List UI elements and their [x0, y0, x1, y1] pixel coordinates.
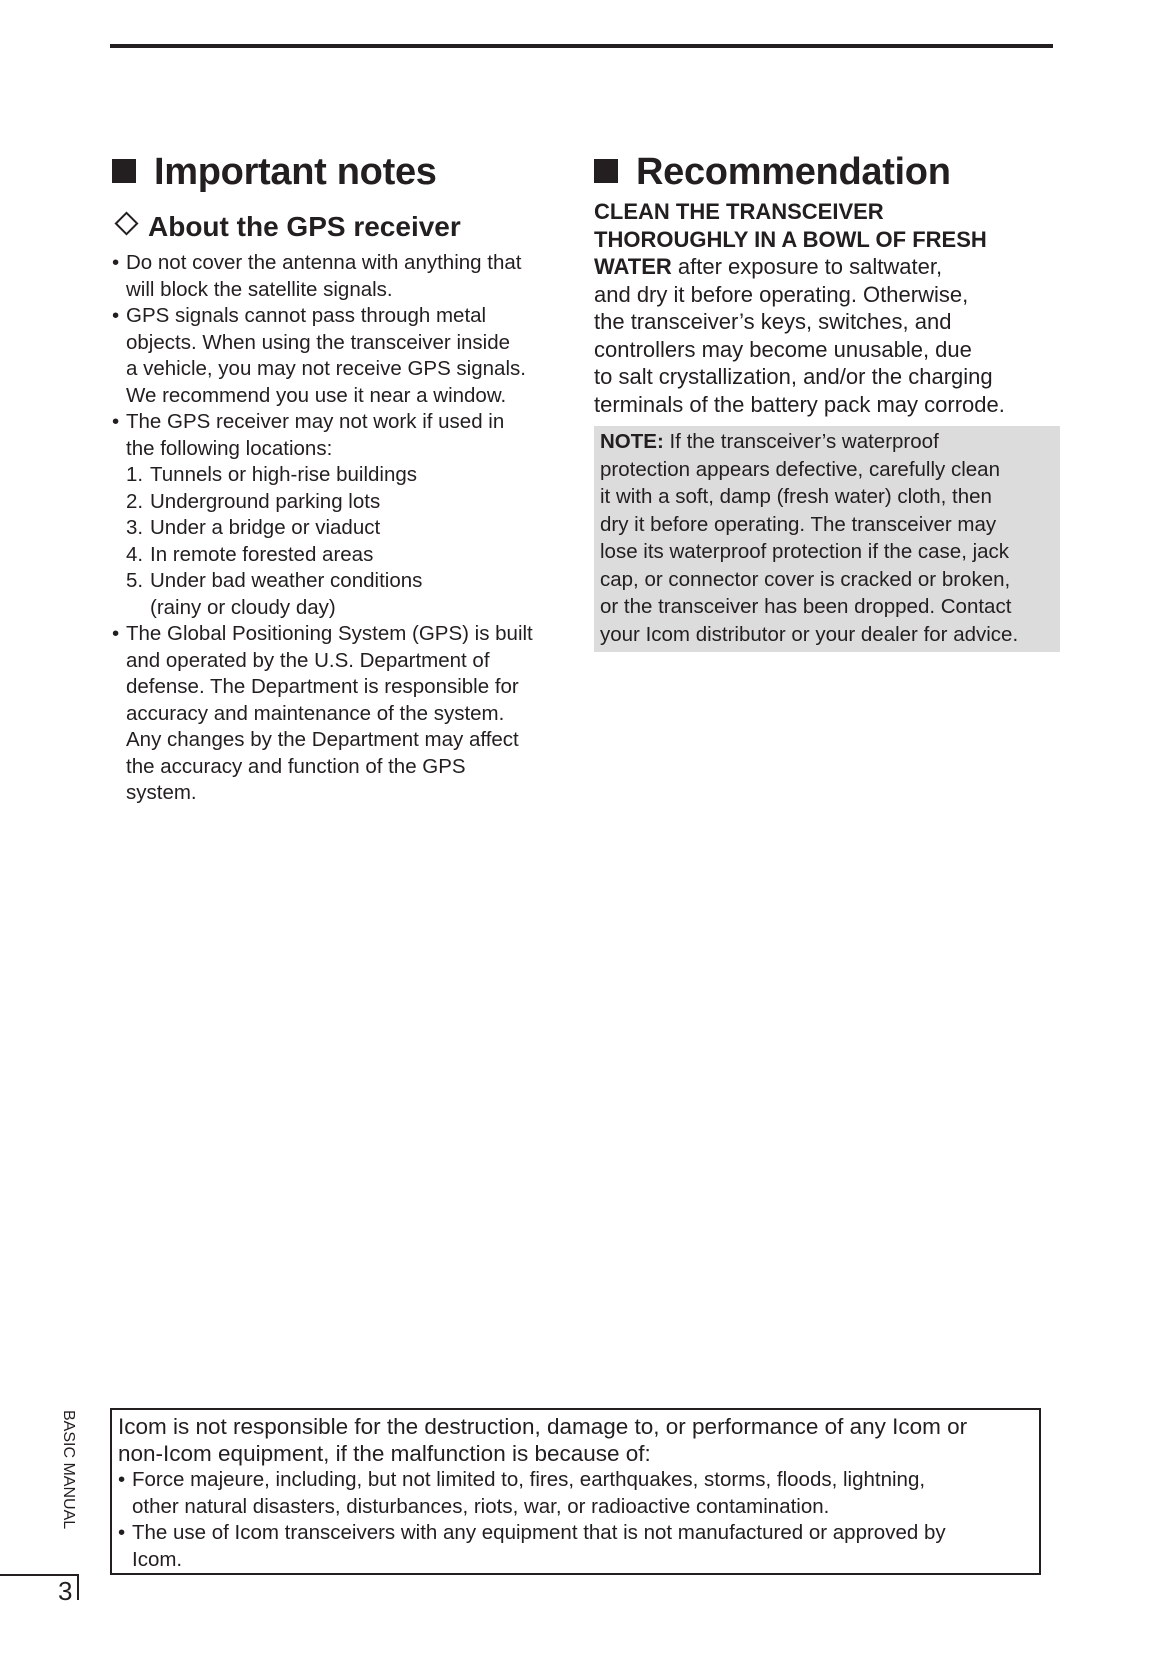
bullet-icon: • — [112, 304, 120, 327]
important-notes-section — [112, 150, 582, 807]
disclaimer-box — [110, 1408, 1041, 1575]
list-item: • The use of Icom transceivers with any equipment that is not manufactured or approved by Icom. — [118, 1521, 946, 1571]
square-bullet-icon — [594, 159, 618, 183]
bullet-icon: • — [118, 1521, 126, 1544]
disclaimer-list — [118, 1467, 1039, 1573]
note-box: NOTE: If the transceiver’s waterproof protection appears defective, carefully clean it with a soft, damp (fresh water) cloth, then dry it before operating. The transceiver may lose its waterproof protection if the case, jack cap, or connector cover is cracked or broken, or the transceiver has been dropped. Contact your Icom distributor or your dealer for advice. — [594, 426, 1060, 652]
location-item: 1. Tunnels or high-rise buildings — [126, 463, 418, 486]
gps-notes-list — [112, 250, 582, 807]
bullet-icon: • — [112, 622, 120, 645]
section-heading: Important notes — [112, 150, 582, 194]
top-rule — [110, 44, 1053, 48]
disclaimer-intro: Icom is not responsible for the destruction, damage to, or performance of any Icom or non-Icom equipment, if the malfunction is because of: — [118, 1414, 968, 1466]
section-heading: Recommendation — [594, 150, 1054, 194]
manual-side-label: BASIC MANUAL — [60, 1410, 77, 1530]
recommendation-section — [594, 150, 1054, 652]
location-item: 3. Under a bridge or viaduct — [126, 516, 381, 539]
list-item: • The Global Positioning System (GPS) is built and operated by the U.S. Department of defense. The Department is responsible for accuracy and maintenance of the system. Any changes by the Department may affect the accuracy and function of the GPS system. — [112, 622, 533, 804]
bullet-icon: • — [112, 251, 120, 274]
location-item: 4. In remote forested areas — [126, 542, 374, 566]
location-item: 5. Under bad weather conditions (rainy or cloudy day) — [126, 569, 423, 619]
locations-list — [126, 462, 582, 621]
list-item: • Do not cover the antenna with anything that will block the satellite signals. — [112, 251, 522, 301]
bullet-icon: • — [118, 1468, 126, 1491]
list-item: • Force majeure, including, but not limited to, fires, earthquakes, storms, floods, lightning, other natural disasters, disturbances, riots, war, or radioactive contamination. — [118, 1468, 926, 1518]
square-bullet-icon — [112, 159, 136, 183]
list-item: • GPS signals cannot pass through metal objects. When using the transceiver inside a vehicle, you may not receive GPS signals. We recommend you use it near a window. — [112, 304, 526, 407]
page-number: 3 — [58, 1576, 73, 1606]
subsection-heading: About the GPS receiver — [112, 210, 582, 244]
bullet-icon: • — [112, 410, 120, 433]
diamond-icon — [114, 211, 138, 235]
list-item: • The GPS receiver may not work if used in the following locations: 1. Tunnels or high-rise buildings 2. Underground parking lots 3. Under a bridge or viaduct 4. In remote forested areas 5. Under bad weather conditions (rainy or cloudy day) — [112, 409, 582, 621]
page-number-rule-vertical — [77, 1574, 79, 1600]
location-item: 2. Underground parking lots — [126, 489, 381, 513]
recommendation-text: CLEAN THE TRANSCEIVER THOROUGHLY IN A BOWL OF FRESH WATER after exposure to saltwater, and dry it before operating. Otherwise, the transceiver’s keys, switches, and controllers may become unusable, due to salt crystallization, and/or the charging terminals of the battery pack may corrode. — [594, 199, 1005, 417]
